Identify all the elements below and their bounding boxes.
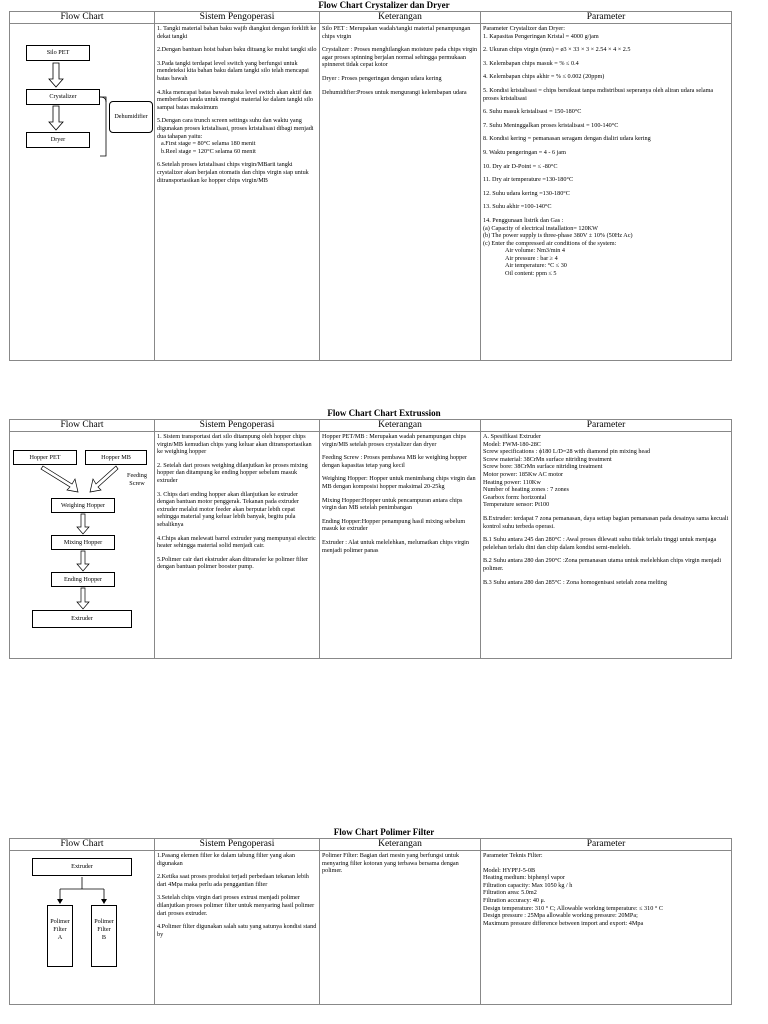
parameter-item: 1. Kapasitas Pengeringan Kristal = 4000 g/jam xyxy=(483,32,599,40)
keterangan-item: Crystalizer : Proses menghilangkan moisture pada chips virgin agar proses spinning berjalan normal sehingga permukaan spinneret tidak cepat kotor xyxy=(322,46,478,69)
header-flow-chart: Flow Chart xyxy=(10,420,155,432)
air-item: Air volume: Nm3/min 4 xyxy=(505,247,565,255)
sistem-step: 3.Pada tangki terdapat level switch yang berfungsi untuk mendeteksi kita bahan baku dalam tangki silo telah mencapai batas bawah xyxy=(157,59,309,82)
sistem-step: 2. Setelah dari proses weighing dilanjutkan ke proses mixing hopper dan ditampung ke ending hopper sebelum masuk extruder xyxy=(157,461,308,484)
parameter-item: Filtration capacity: Max 1050 kg / h xyxy=(483,881,573,889)
parameter-item: Screw specifications : ϕ180 L/D=28 with diamond pin mixing head xyxy=(483,448,651,456)
parameter-item: A. Spesifikasi Extruder xyxy=(483,433,541,440)
keterangan-cell-polimer xyxy=(320,851,481,1005)
sistem-step: 1. Sistem transportasi dari silo ditampung oleh hopper chips virgin/MB kemudian chips yang keluar akan ditransportasikan ke weighing hopper xyxy=(157,433,312,456)
keterangan-item: Dryer : Proses pengeringan dengan udara kering xyxy=(322,74,442,82)
node-crystalizer: Crystalizer xyxy=(26,89,100,105)
parameter-cell-extrussion xyxy=(481,432,732,659)
sistem-step: 4.Polimer filter digunakan salah satu yang satunya kondisi stand by xyxy=(157,923,317,938)
sistem-step: 3.Setelah chips virgin dari proses extrusi menjadi polimer dilanjutkan proses polimer filter untuk menyaring hasil polimer dari proses extruder. xyxy=(157,894,315,917)
parameter-item: Number of heating zones : 7 zones xyxy=(483,486,569,494)
table-polimer-filter xyxy=(9,838,732,1005)
sistem-step: 2.Dengan bantuan hoist bahan baku dituang ke mulut tangki silo xyxy=(157,46,317,54)
parameter-item: 10. Dry air D-Point = ≤ -80°C xyxy=(483,162,558,170)
parameter-item: Screw bore: 38CrMn surface nitriding treatment xyxy=(483,463,603,471)
flow-arrows-extrussion xyxy=(10,432,155,652)
sistem-step: 3. Chips dari ending hopper akan dilanjutkan ke extruder dengan bantuan motor penggerak. Tekanan pada extruder extruder melalui motor feeder akan berputar lebih cepat sehingga material yang keluar lebih banyak, begitu pula sebaliknya xyxy=(157,490,299,528)
label-feeding-screw: Feeding Screw xyxy=(127,472,147,487)
parameter-item: Filtration accuracy: 40 μ. xyxy=(483,896,546,904)
filter-a-label: Polimer xyxy=(50,918,70,925)
parameter-cell-crystalizer xyxy=(481,24,732,361)
keterangan-item: Mixing Hopper:Hopper untuk pencampuran antara chips virgin dan MB setelah penimbangan xyxy=(322,496,463,512)
parameter-item: 3. Kelembapan chips masuk = % ≤ 0.4 xyxy=(483,59,579,67)
parameter-item: Gearbox form: horizontal xyxy=(483,493,547,501)
sistem-step: 2.Ketika saat proses produksi terjadi perbedaan tekanan lebih dari 4Mpa maka perlu ada penggantian filter xyxy=(157,873,309,888)
keterangan-cell-extrussion xyxy=(320,432,481,659)
keterangan-item: Extruder : Alat untuk melelehkan, melumatkan chips virgin menjadi polimer panas xyxy=(322,538,469,554)
node-dehumidifier: Dehumidifier xyxy=(109,101,153,133)
section-title-polimer-filter: Flow Chart Polimer Filter xyxy=(333,827,435,837)
parameter-item: 2. Ukuran chips virgin (mm) = ø3 × 33 × 3 × 2.54 × 4 × 2.5 xyxy=(483,46,631,54)
parameter-item: Heating power: 110Kw xyxy=(483,478,541,486)
node-weighing-hopper: Weighing Hopper xyxy=(51,498,115,513)
power-item: (a) Capacity of electrical installation= 120KW xyxy=(483,224,598,232)
parameter-item: Temperature sensor: Pt100 xyxy=(483,501,550,509)
filter-b-label: Polimer xyxy=(94,918,114,925)
sistem-step: 1. Tangki material bahan baku wajib diangkut dengan forklift ke dekat tangki xyxy=(157,25,317,40)
node-hopper-pet: Hopper PET xyxy=(13,450,77,465)
parameter-cell-polimer xyxy=(481,851,732,1005)
node-silo-pet: Silo PET xyxy=(26,45,90,61)
flowchart-cell-extrussion xyxy=(10,432,155,659)
flowchart-cell-polimer xyxy=(10,851,155,1005)
parameter-item: B.2 Suhu antara 280 dan 290°C :Zona pemanasan utama untuk melelehkan chips virgin menjadi polimer. xyxy=(483,557,722,572)
air-item: Oil content: ppm ≤ 5 xyxy=(505,270,557,278)
parameter-item: Screw material: 38CrMn surface nitriding treatment xyxy=(483,455,612,463)
sistem-substep: b.Reel stage = 120°C selama 60 menit xyxy=(161,147,256,155)
parameter-item: 6. Suhu masuk kristalisasi = 150-180°C xyxy=(483,108,582,116)
keterangan-item: Weighing Hopper: Hopper untuk menimbang chips virgin dan MB dengan komposisi hopper maksimal 20-25kg xyxy=(322,475,476,490)
filter-b-label: B xyxy=(101,934,107,941)
sistem-substep: a.First stage = 80°C selama 180 menit xyxy=(161,140,256,148)
node-extruder: Extruder xyxy=(32,858,132,876)
header-sistem: Sistem Pengoperasi xyxy=(155,420,320,432)
parameter-item: Model: FWM-180-28C xyxy=(483,440,541,448)
sistem-step: 4.Chips akan melewati barrel extruder yang mempunyai electric heater sehingga material solid menjadi cair. xyxy=(157,534,316,550)
power-item: (b) The power supply is three-phase 380V ± 10% (50Hz Ac) xyxy=(483,232,633,240)
parameter-item: 8. Kondisi kering = pemanasan seragam dengan dialiri udara kering xyxy=(483,135,651,143)
sistem-step: 4.Jika mencapai batas bawah maka level switch akan aktif dan memberikan tanda untuk mengisi material ke dalam tangki silo sampai batas maksimum xyxy=(157,88,314,111)
parameter-item: Maximum pressure difference between import and export: 4Mpa xyxy=(483,919,644,927)
parameter-item: 4. Kelembapan chips akhir = % ≤ 0.002 (20ppm) xyxy=(483,73,605,81)
keterangan-item: Feeding Screw : Proses pembawa MB ke weighing hopper dengan kapasitas tetap yang kecil xyxy=(322,454,468,469)
node-dryer: Dryer xyxy=(26,132,90,148)
power-title: 14. Penggunaan listrik dan Gas : xyxy=(483,216,564,224)
header-parameter: Parameter xyxy=(481,12,732,24)
parameter-item: B.Extruder: terdapat 7 zona pemanasan, daya setiap bagian pemanasan pada desainya sama kecuali kontrol suhu terbeda operasi. xyxy=(483,514,729,530)
sistem-cell-crystalizer xyxy=(155,24,320,361)
keterangan-item: Dehumidifier:Proses untuk mengurangi kelembapan udara xyxy=(322,88,467,96)
sistem-step: 6.Setelah proses kristalisasi chips virgin/MBarii tangki crystalizer akan berjalan otomatis dan chips virgin siap untuk ditransportasikan ke hopper chips virgin/MB xyxy=(157,161,309,184)
parameter-item: Parameter Teknis Filter: xyxy=(483,852,543,859)
header-parameter: Parameter xyxy=(481,420,732,432)
header-flow-chart: Flow Chart xyxy=(10,12,155,24)
keterangan-item: Hopper PET/MB : Merupakan wadah penampungan chips virgin/MB setelah proses crystalizer dan dryer xyxy=(322,433,466,448)
header-keterangan: Keterangan xyxy=(320,12,481,24)
sistem-step: 1.Pasang elemen filter ke dalam tabung filter yang akan digunakan xyxy=(157,852,295,867)
sistem-cell-extrussion xyxy=(155,432,320,659)
sistem-step: 5.Dengan cara trunch screen settings suhu dan waktu yang digunakan proses kristalisasi, proses kristalisasi dibagi menjadi dua tahapan yaitu: xyxy=(157,117,314,140)
parameter-item: 7. Suhu Meninggalkan proses kristalisasi = 100-140°C xyxy=(483,121,619,129)
power-item: (c) Enter the compressed air conditions of the system: xyxy=(483,239,617,247)
header-keterangan: Keterangan xyxy=(320,839,481,851)
parameter-item: B.3 Suhu antara 280 dan 285°C : Zona homogenisasi setelah zona melting xyxy=(483,578,667,586)
parameter-item: B.1 Suhu antara 245 dan 280°C : Awal proses dilewati suhu tidak terlalu tinggi untuk menjaga pelelehan terlalu dini dan chip dalam kondisi semi-meleleh. xyxy=(483,536,717,551)
parameter-item: Design pressure : 25Mpa allowable working pressure: 20MPa; xyxy=(483,912,638,920)
parameter-item: 12. Suhu udara kering =130-180°C xyxy=(483,189,570,197)
header-parameter: Parameter xyxy=(481,839,732,851)
sistem-step: 5.Polimer cair dari ekstruder akan ditransfer ke polimer filter dengan bantuan polimer booster pump. xyxy=(157,555,309,571)
section-title-crystalizer: Flow Chart Crystalizer dan Dryer xyxy=(318,0,450,10)
parameter-item: Design temperature: 310 ° C; Allowable working temperature: ≤ 310 ° C xyxy=(483,904,664,912)
parameter-intro: Parameter Crystalizer dan Dryer: xyxy=(483,25,565,32)
parameter-spacer xyxy=(483,860,729,867)
header-sistem: Sistem Pengoperasi xyxy=(155,12,320,24)
header-flow-chart: Flow Chart xyxy=(10,839,155,851)
node-hopper-mb: Hopper MB xyxy=(85,450,147,465)
parameter-item: 13. Suhu akhir =100-140°C xyxy=(483,203,552,211)
node-ending-hopper: Ending Hopper xyxy=(51,572,115,587)
flow-arrows-crystalizer xyxy=(10,24,155,164)
keterangan-item: Polimer Filter: Bagian dari mesin yang berfungsi untuk menyaring filter kotoran yang terbawa bersama dengan polimer. xyxy=(322,852,459,875)
header-keterangan: Keterangan xyxy=(320,420,481,432)
table-extrussion xyxy=(9,419,732,659)
air-item: Air temperature: °C ≤ 30 xyxy=(505,262,567,270)
section-title-extrussion: Flow Chart Chart Extrussion xyxy=(327,408,441,418)
keterangan-cell-crystalizer xyxy=(320,24,481,361)
table-crystalizer xyxy=(9,11,732,361)
parameter-item: 11. Dry air temperature =130-180°C xyxy=(483,176,574,184)
filter-a-label: A xyxy=(57,934,63,941)
flow-arrows-polimer xyxy=(10,851,155,1001)
parameter-item: Filtration area: 5.0m2 xyxy=(483,889,537,897)
parameter-item: Model: HYPFJ-5-0B xyxy=(483,866,536,874)
header-sistem: Sistem Pengoperasi xyxy=(155,839,320,851)
keterangan-item: Ending Hopper:Hopper penampung hasil mixing sebelum masuk ke extruder xyxy=(322,517,466,533)
node-extruder: Extruder xyxy=(32,610,132,628)
filter-b-label: Filter xyxy=(97,926,111,933)
parameter-item: 5. Kondisi kristalisasi = chips bersikuat tanpa mdistribusi seperanya oleh aliran udara selama proses kristalisasi xyxy=(483,86,714,102)
node-mixing-hopper: Mixing Hopper xyxy=(51,535,115,550)
filter-a-label: Filter xyxy=(53,926,67,933)
parameter-item: Motor power: 185Kw AC motor xyxy=(483,470,564,478)
parameter-item: 9. Waktu pengeringan = 4 - 6 jam xyxy=(483,148,566,156)
keterangan-item: Silo PET : Merupakan wadah/tangki material penampungan chips virgin xyxy=(322,25,471,40)
sistem-cell-polimer xyxy=(155,851,320,1005)
flowchart-cell-crystalizer xyxy=(10,24,155,361)
parameter-item: Heating medium: biphenyl vapor xyxy=(483,874,565,882)
air-item: Air pressure : bar ≥ 4 xyxy=(505,254,558,262)
